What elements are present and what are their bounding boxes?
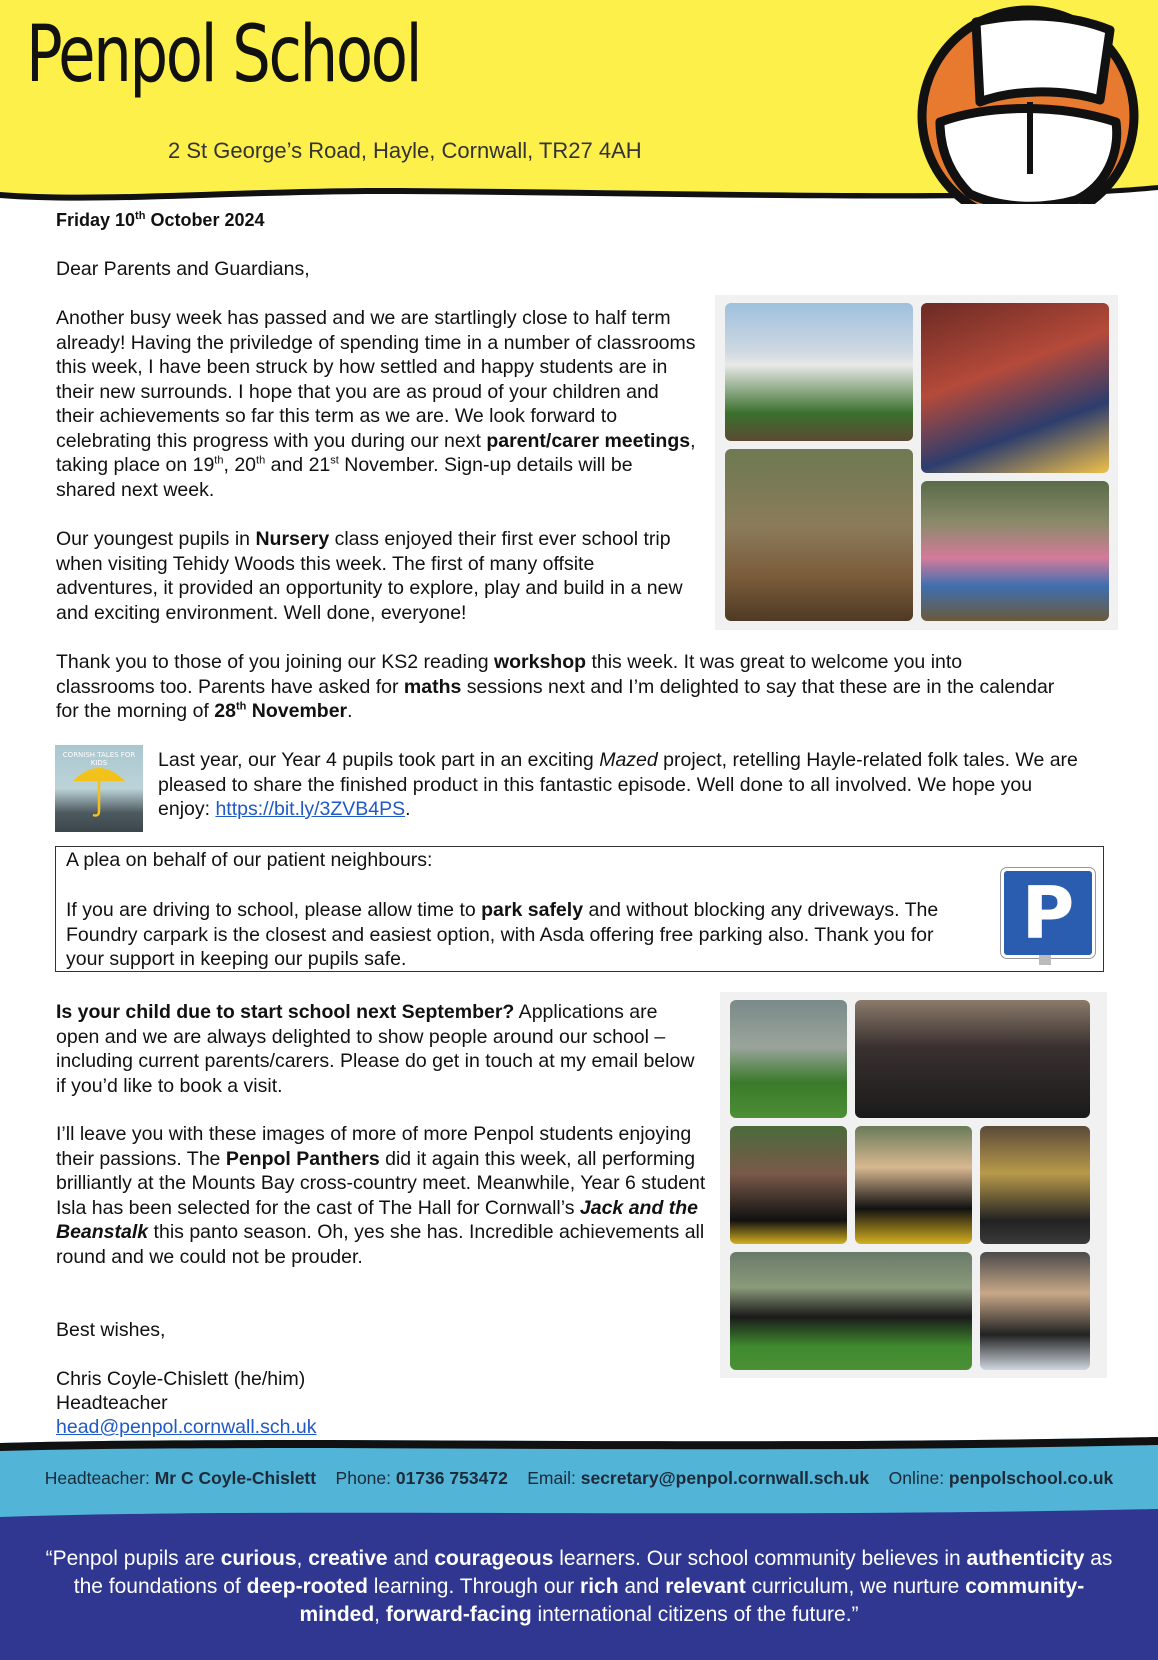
sign-off-wishes: Best wishes, <box>56 1319 166 1341</box>
para2-bold: Nursery <box>255 528 330 550</box>
quote-text-7: and <box>618 1575 666 1598</box>
quote-bold-7: relevant <box>665 1575 746 1598</box>
para1-text-5: November. Sign-up details will be shared next week. <box>56 454 633 501</box>
plea-text <box>66 898 946 972</box>
paragraph-nursery-trip <box>56 527 696 625</box>
para6-text: I’ll leave you with these images of more of more Penpol students enjoying their passions. The <box>56 1123 692 1170</box>
para1-text: Another busy week has passed and we are startlingly close to half term already! Having the priviledge of spending time in a number of classrooms this week, I have been struck by how settled and happy students are in their new surrounds. I hope that you are as proud of your children and their achievements so far this term as we are. We look forward to celebrating this progress with you during our next <box>56 307 696 452</box>
plea-text-2: and without blocking any driveways. The Foundry carpark is the closest and easiest option, with Asda offering free parking also. Thank you for your support in keeping our pupils safe. <box>66 899 939 970</box>
quote-bold-5: deep-rooted <box>246 1575 368 1598</box>
headteacher-email-link[interactable]: head@penpol.cornwall.sch.uk <box>56 1416 317 1438</box>
nursery-trip-photo-grid <box>715 295 1118 630</box>
quote-bold-9: forward-facing <box>385 1603 532 1626</box>
quote-bold-8: community-minded <box>299 1575 1085 1626</box>
paragraph-workshop <box>56 650 1066 724</box>
para1-sup-3: st <box>330 454 339 467</box>
footer-email-label: Email: <box>527 1468 581 1488</box>
episode-link[interactable]: https://bit.ly/3ZVB4PS <box>215 798 406 820</box>
para6-text-2: did it again this week, all performing brilliantly at the Mounts Bay cross-country meet. Meanwhile, Year 6 student Isla has been selected for the cast of The Hall for Cornwall’s <box>56 1147 706 1219</box>
para1-text-4: and 21 <box>265 454 331 476</box>
para5-text: Applications are open and we are always delighted to show people around our school – including current parents/carers. Please do get in touch at my email below if you’d like to book a visit. <box>56 1001 695 1097</box>
smiling-runner-photo <box>980 1252 1090 1370</box>
header <box>0 0 1158 215</box>
quote-text-2: , <box>296 1547 309 1570</box>
para3-bold-maths: maths <box>403 675 462 698</box>
jack-and-beanstalk-poster-photo <box>980 1126 1090 1244</box>
quote-text-3: and <box>387 1547 435 1570</box>
paragraph-parent-meetings <box>56 306 696 502</box>
para3-bold-workshop: workshop <box>493 651 587 673</box>
footer-online-label: Online: <box>888 1468 949 1488</box>
para4-text: Last year, our Year 4 pupils took part in an exciting <box>158 749 600 771</box>
para3-bold-month: November <box>246 700 348 722</box>
quote-bold-3: courageous <box>434 1547 554 1570</box>
paragraph-folk-tales <box>158 748 1088 822</box>
minibus-group-photo <box>725 303 913 441</box>
para2-text: Our youngest pupils in <box>56 528 256 550</box>
para3-bold-date: 28 <box>214 700 236 722</box>
footer-head-value: Mr C Coyle-Chislett <box>154 1468 317 1488</box>
quote-text-4: learners. Our school community believes in <box>553 1547 967 1570</box>
paragraph-achievements <box>56 1122 706 1269</box>
quote-text-8: curriculum, we nurture <box>745 1575 966 1598</box>
quote-text-9: , <box>374 1603 386 1626</box>
footer-email-value: secretary@penpol.cornwall.sch.uk <box>580 1468 870 1488</box>
quote-bold-1: curious <box>220 1547 297 1570</box>
medal-boy-photo <box>855 1126 972 1244</box>
date-day: Friday 10 <box>56 210 136 230</box>
thumbnail-caption: CORNISH TALES FOR KIDS <box>62 751 136 767</box>
para6-bold-italic: Jack and the Beanstalk <box>56 1196 699 1243</box>
running-boy-photo <box>730 1252 972 1370</box>
school-vision-quote <box>40 1545 1118 1629</box>
cross-country-runner-photo <box>730 1000 847 1118</box>
parking-sign-letter: P <box>1021 871 1075 955</box>
quote-bold-6: rich <box>580 1575 619 1598</box>
nursery-group-photo <box>921 481 1109 621</box>
para1-text-2: , taking place on 19 <box>56 429 696 476</box>
para3-text-3: sessions next and I’m delighted to say that these are in the calendar for the morning of <box>56 675 1055 722</box>
den-building-photo <box>725 449 913 621</box>
footer-contact-info <box>0 1468 1158 1489</box>
para4-text-3: . <box>405 798 411 820</box>
quote-bold-2: creative <box>308 1547 388 1570</box>
quote-text-6: learning. Through our <box>367 1575 581 1598</box>
sign-off-role: Headteacher <box>56 1392 168 1414</box>
para5-bold: Is your child due to start school next September? <box>56 1001 515 1023</box>
para4-italic: Mazed <box>599 749 658 771</box>
para6-bold: Penpol Panthers <box>225 1147 380 1170</box>
parking-sign-icon <box>1001 868 1095 958</box>
para3-text: Thank you to those of you joining our KS2 reading <box>56 651 494 673</box>
panto-cast-photo <box>855 1000 1090 1118</box>
para6-text-3: this panto season. Oh, yes she has. Incredible achievements all round and we could not be prouder. <box>56 1221 705 1268</box>
quote-text-10: international citizens of the future.” <box>531 1603 859 1626</box>
quote-text-1: “Penpol pupils are <box>45 1547 221 1570</box>
footer-phone-value: 01736 753472 <box>395 1468 508 1488</box>
school-name: Penpol School <box>26 10 421 100</box>
children-on-bus-photo <box>921 303 1109 473</box>
plea-title: A plea on behalf of our patient neighbours: <box>66 849 433 871</box>
para1-bold: parent/carer meetings <box>486 429 691 452</box>
achievements-photo-grid <box>720 992 1107 1378</box>
quote-text-5: as the foundations of <box>73 1547 1113 1598</box>
cornish-tales-thumbnail <box>55 745 143 832</box>
date-rest: October 2024 <box>145 210 265 230</box>
para3-text-4: . <box>347 700 353 722</box>
para1-sup-2: th <box>256 454 266 467</box>
para3-sup: th <box>235 700 247 713</box>
medal-girl-photo <box>730 1126 847 1244</box>
parking-sign-post <box>1039 955 1051 965</box>
school-address: 2 St George’s Road, Hayle, Cornwall, TR27 4AH <box>168 138 642 163</box>
para1-text-3: , 20 <box>223 454 257 476</box>
para2-text-2: class enjoyed their first ever school trip when visiting Tehidy Woods this week. The first of many offsite adventures, it provided an opportunity to explore, play and build in a new and exciting environment. Well done, everyone! <box>56 528 683 624</box>
paragraph-admissions <box>56 1000 706 1098</box>
para3-text-2: this week. It was great to welcome you into classrooms too. Parents have asked for <box>56 651 963 698</box>
plea-bold: park safely <box>481 899 584 921</box>
footer-online-value: penpolschool.co.uk <box>948 1468 1114 1488</box>
footer-head-label: Headteacher: <box>44 1468 155 1488</box>
para4-text-2: project, retelling Hayle-related folk tales. We are pleased to share the finished product in this fantastic episode. Well done to all involved. We hope you enjoy: <box>158 749 1078 820</box>
quote-bold-4: authenticity <box>966 1547 1085 1570</box>
footer-phone-label: Phone: <box>335 1468 396 1488</box>
plea-text-1: If you are driving to school, please allow time to <box>66 899 482 921</box>
greeting: Dear Parents and Guardians, <box>56 258 310 280</box>
sign-off-name: Chris Coyle-Chislett (he/him) <box>56 1368 306 1390</box>
newsletter-date <box>56 208 265 233</box>
penpol-sail-logo-icon <box>880 4 1156 204</box>
date-suffix: th <box>135 210 146 222</box>
para1-sup-1: th <box>214 454 224 467</box>
